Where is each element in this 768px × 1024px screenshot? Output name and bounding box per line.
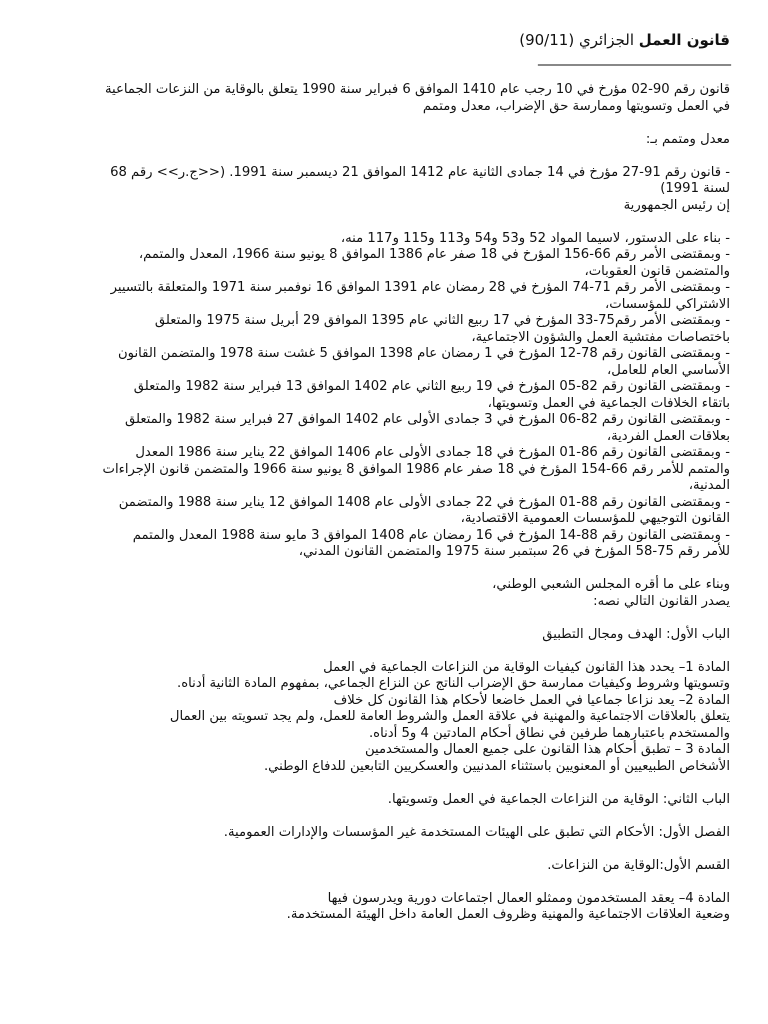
text-line: وبناء على ما أقره المجلس الشعبي الوطني، xyxy=(492,577,730,592)
paragraph-gap xyxy=(40,115,730,132)
text-line: الأساسي العام للعامل، xyxy=(607,362,730,378)
paragraph-gap xyxy=(40,561,730,578)
paragraph-gap xyxy=(40,610,730,627)
text-line: قانون رقم 90-02 مؤرخ في 10 رجب عام 1410 الموافق 6 فبراير سنة 1990 يتعلق بالوقاية من النزعات الجماعية xyxy=(104,82,730,97)
paragraph-block xyxy=(40,231,730,561)
text-line: والمتضمن قانون العقوبات، xyxy=(584,263,730,279)
text-line: يتعلق بالعلاقات الاجتماعية والمهنية في علاقة العمل والشروط العامة للعمل، ولم يجد تسويته بين العمال xyxy=(169,709,730,724)
text-line: والمتمم للأمر رقم 66-154 المؤرخ في 18 صفر عام 1986 الموافق 8 يونيو سنة 1966 والمتضمن قانون الإجراءات xyxy=(102,461,730,477)
text-line: المادة 1– يحدد هذا القانون كيفيات الوقاية من النزاعات الجماعية في العمل xyxy=(323,659,730,675)
paragraph-gap xyxy=(40,808,730,825)
text-line: معدل ومتمم بـ: xyxy=(645,131,730,147)
text-line: - وبمقتضى الأمر رقم 66-156 المؤرخ في 18 صفر عام 1386 الموافق 8 يونيو سنة 1966، المعدل والمتمم، xyxy=(138,247,730,262)
paragraph-gap xyxy=(40,841,730,858)
paragraph-gap xyxy=(40,874,730,891)
text-line: المدنية، xyxy=(688,478,730,493)
text-line: وضعية العلاقات الاجتماعية والمهنية وظروف العمل العامة داخل الهيئة المستخدمة. xyxy=(286,907,730,922)
paragraph-block xyxy=(40,132,730,149)
title-rest: الجزائري (90/11) xyxy=(519,31,635,49)
paragraph-block xyxy=(40,627,730,644)
paragraph-gap xyxy=(40,775,730,792)
paragraph-block xyxy=(40,82,730,115)
text-line: المادة 4– يعقد المستخدمون وممثلو العمال اجتماعات دورية ويدرسون فيها xyxy=(327,890,730,906)
text-line: - قانون رقم 91-27 مؤرخ في 14 جمادى الثانية عام 1412 الموافق 21 ديسمبر سنة 1991. (<<ج.ر>> رقم 68 xyxy=(110,164,730,180)
paragraph-block xyxy=(40,660,730,776)
text-line: - وبمقتضى القانون رقم 86-01 المؤرخ في 18 جمادى الأولى عام 1406 الموافق 22 يناير سنة 1986 المعدل xyxy=(135,445,730,460)
paragraph-block xyxy=(40,825,730,842)
paragraph-block xyxy=(40,858,730,875)
text-line: الاشتراكي للمؤسسات، xyxy=(605,296,730,312)
text-line: - وبمقتضى الأمر رقم 71-74 المؤرخ في 28 رمضان عام 1391 الموافق 16 نوفمبر سنة 1971 والمتعلقة بالتسيير xyxy=(110,280,730,295)
text-line: والمستخدم باعتبارهما طرفين في نطاق أحكام المادتين 4 و5 أدناه. xyxy=(368,725,730,741)
document-title xyxy=(40,30,730,50)
document-body xyxy=(40,82,730,924)
text-line: المادة 3 – تطبق أحكام هذا القانون على جميع العمال والمستخدمين xyxy=(364,742,730,757)
text-line: - وبمقتضى القانون رقم 82-06 المؤرخ في 3 جمادى الأولى عام 1402 الموافق 27 فبراير سنة 1982 والمتعلق xyxy=(124,412,730,427)
text-line: المادة 2– يعد نزاعا جماعيا في العمل خاضعا لأحكام هذا القانون كل خلاف xyxy=(333,692,730,708)
text-line: في العمل وتسويتها وممارسة حق الإضراب، معدل ومتمم xyxy=(422,98,730,114)
text-line: - وبمقتضى الأمر رقم75-33 المؤرخ في 17 ربيع الثاني عام 1395 الموافق 29 أبريل سنة 1975 والمتعلق xyxy=(154,313,730,328)
paragraph-gap xyxy=(40,148,730,165)
text-line: - وبمقتضى القانون رقم 88-01 المؤرخ في 22 جمادى الأولى عام 1408 الموافق 12 يناير سنة 1988 والمتضمن xyxy=(118,494,730,510)
text-line: - بناء على الدستور، لاسيما المواد 52 و53 و54 و113 و115 و117 منه، xyxy=(340,230,730,246)
text-line: وتسويتها وشروط وكيفيات ممارسة حق الإضراب الناتج عن النزاع الجماعي، بمفهوم المادة الثانية أدناه. xyxy=(177,676,730,691)
paragraph-block xyxy=(40,792,730,809)
title-underline-rule: ________________________________ xyxy=(538,50,730,66)
text-line: بعلاقات العمل الفردية، xyxy=(606,428,730,444)
text-line: باتقاء الخلافات الجماعية في العمل وتسويتها، xyxy=(487,395,730,411)
text-line: الأشخاص الطبيعيين أو المعنويين باستثناء المدنيين والعسكريين التابعين للدفاع الوطني. xyxy=(263,758,730,774)
title-bold: قانون العمل xyxy=(638,31,730,49)
text-line: إن رئيس الجمهورية xyxy=(623,197,730,213)
paragraph-block xyxy=(40,577,730,610)
text-line: الفصل الأول: الأحكام التي تطبق على الهيئات المستخدمة غير المؤسسات والإدارات العمومية. xyxy=(223,824,730,840)
text-line: - وبمقتضى القانون رقم 78-12 المؤرخ في 1 رمضان عام 1398 الموافق 5 غشت سنة 1978 والمتضمن القانون xyxy=(117,346,730,361)
paragraph-block xyxy=(40,165,730,215)
text-line: القسم الأول:الوقاية من النزاعات. xyxy=(547,857,730,873)
text-line: الباب الثاني: الوقاية من النزاعات الجماعية في العمل وتسويتها. xyxy=(387,791,730,807)
text-line: - وبمقتضى القانون رقم 88-14 المؤرخ في 16 رمضان عام 1408 الموافق 3 مايو سنة 1988 المعدل والمتمم xyxy=(132,527,730,543)
text-line: يصدر القانون التالي نصه: xyxy=(593,593,730,609)
text-line: باختصاصات مفتشية العمل والشؤون الاجتماعية، xyxy=(471,329,730,345)
text-line: الباب الأول: الهدف ومجال التطبيق xyxy=(542,626,730,642)
paragraph-gap xyxy=(40,643,730,660)
paragraph-block xyxy=(40,891,730,924)
paragraph-gap xyxy=(40,214,730,231)
text-line: - وبمقتضى القانون رقم 82-05 المؤرخ في 19 ربيع الثاني عام 1402 الموافق 13 فبراير سنة 1982 والمتعلق xyxy=(133,379,730,394)
text-line: لسنة 1991) xyxy=(660,181,730,196)
text-line: القانون التوجيهي للمؤسسات العمومية الاقتصادية، xyxy=(460,511,730,526)
text-line: للأمر رقم 75-58 المؤرخ في 26 سبتمبر سنة 1975 والمتضمن القانون المدني، xyxy=(298,544,730,559)
